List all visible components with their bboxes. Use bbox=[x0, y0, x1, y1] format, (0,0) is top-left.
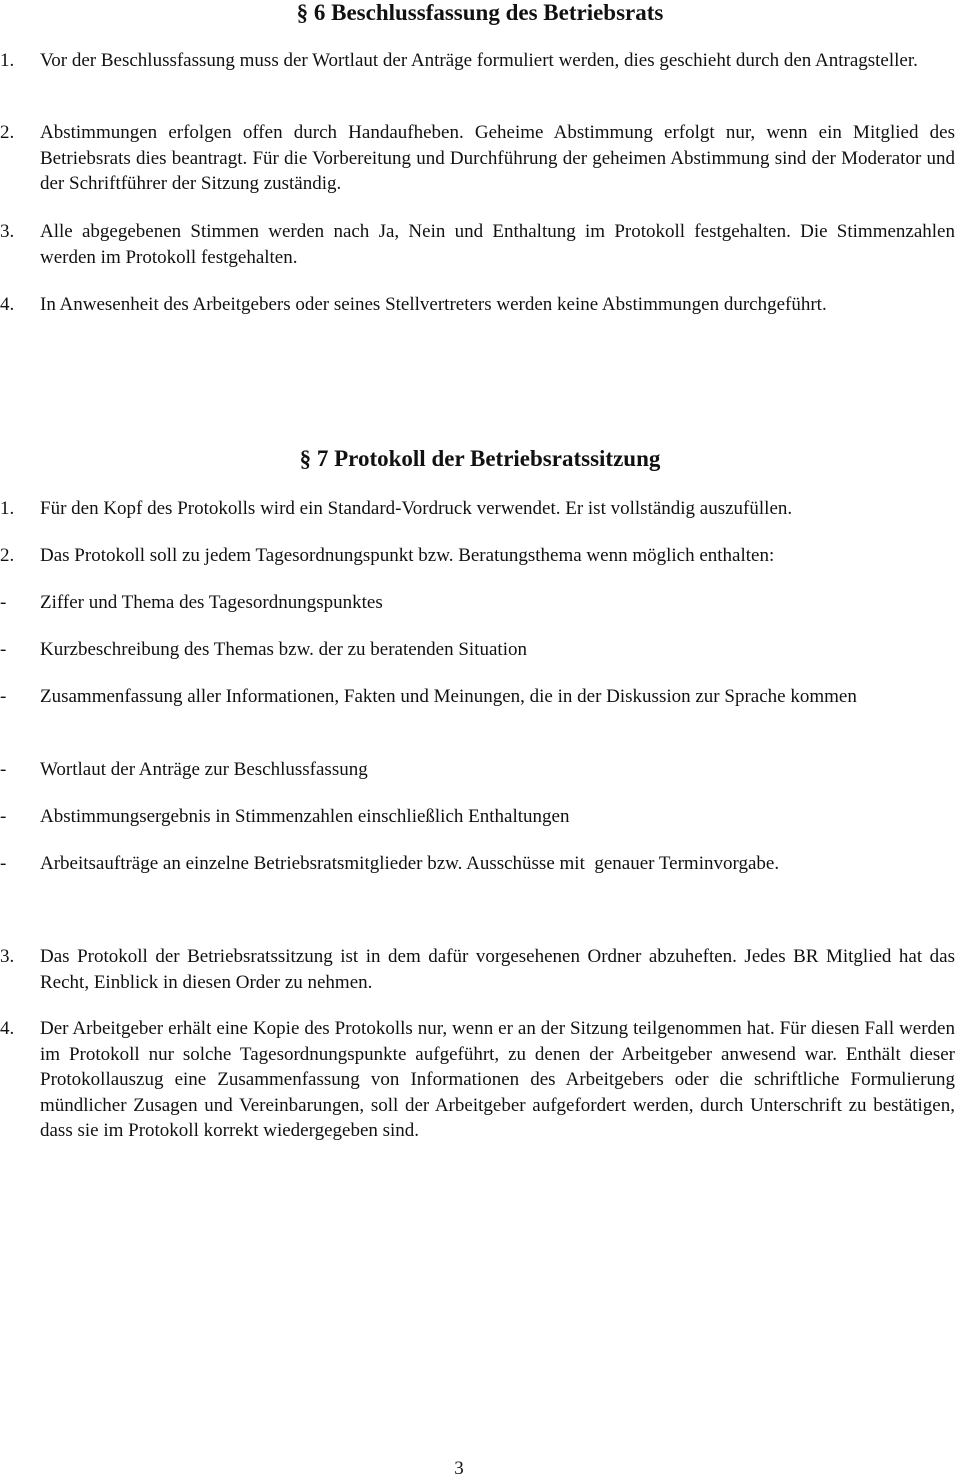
bullet-dash: - bbox=[0, 806, 7, 827]
bullet-text: Ziffer und Thema des Tagesordnungspunktes bbox=[40, 592, 383, 613]
item-number: 2. bbox=[0, 545, 15, 566]
item-number: 1. bbox=[0, 50, 15, 71]
list-item bbox=[0, 496, 955, 522]
item-text: Abstimmungen erfolgen offen durch Handaufheben. Geheime Abstimmung erfolgt nur, wenn ein Mitglied des Betriebsrats dies beantragt. Für die Vorbereitung und Durchführung der geheimen Abstimmung sind der Moderator und der Schriftführer der Sitzung zuständig. bbox=[40, 122, 955, 194]
bullet-text: Abstimmungsergebnis in Stimmenzahlen einschließlich Enthaltungen bbox=[40, 806, 570, 827]
item-text: Das Protokoll soll zu jedem Tagesordnungspunkt bzw. Beratungsthema wenn möglich enthalten: bbox=[40, 545, 775, 566]
item-number: 4. bbox=[0, 1018, 15, 1039]
item-text: Für den Kopf des Protokolls wird ein Standard-Vordruck verwendet. Er ist vollständig auszufüllen. bbox=[40, 498, 793, 519]
list-item bbox=[0, 219, 955, 270]
list-item bbox=[0, 48, 955, 74]
bullet-text: Zusammenfassung aller Informationen, Fakten und Meinungen, die in der Diskussion zur Sprache kommen bbox=[40, 686, 857, 707]
bullet-item bbox=[0, 637, 955, 663]
list-item bbox=[0, 944, 955, 995]
list-item bbox=[0, 543, 955, 569]
bullet-item bbox=[0, 684, 955, 710]
bullet-text: Arbeitsaufträge an einzelne Betriebsratsmitglieder bzw. Ausschüsse mit genauer Terminvorgabe. bbox=[40, 853, 780, 874]
section-7-heading: § 7 Protokoll der Betriebsratssitzung bbox=[299, 446, 661, 471]
item-text: Alle abgegebenen Stimmen werden nach Ja, Nein und Enthaltung im Protokoll festgehalten. Die Stimmenzahlen werden im Protokoll festgehalten. bbox=[40, 221, 955, 268]
item-number: 1. bbox=[0, 498, 15, 519]
bullet-text: Wortlaut der Anträge zur Beschlussfassung bbox=[40, 759, 368, 780]
item-number: 3. bbox=[0, 946, 15, 967]
bullet-dash: - bbox=[0, 639, 7, 660]
bullet-dash: - bbox=[0, 592, 7, 613]
item-text: In Anwesenheit des Arbeitgebers oder seines Stellvertreters werden keine Abstimmungen durchgeführt. bbox=[40, 294, 827, 315]
item-text: Vor der Beschlussfassung muss der Wortlaut der Anträge formuliert werden, dies geschieht durch den Antragsteller. bbox=[40, 50, 918, 71]
bullet-item bbox=[0, 590, 955, 616]
bullet-item bbox=[0, 851, 955, 877]
item-number: 3. bbox=[0, 221, 15, 242]
page-number: 3 bbox=[454, 1458, 464, 1479]
list-item bbox=[0, 120, 955, 197]
item-number: 4. bbox=[0, 294, 15, 315]
bullet-item bbox=[0, 804, 955, 830]
bullet-item bbox=[0, 757, 955, 783]
bullet-dash: - bbox=[0, 686, 7, 707]
section-6-heading: § 6 Beschlussfassung des Betriebsrats bbox=[296, 0, 664, 25]
bullet-dash: - bbox=[0, 853, 7, 874]
bullet-dash: - bbox=[0, 759, 7, 780]
bullet-text: Kurzbeschreibung des Themas bzw. der zu beratenden Situation bbox=[40, 639, 527, 660]
item-number: 2. bbox=[0, 122, 15, 143]
list-item bbox=[0, 1016, 955, 1144]
item-text: Das Protokoll der Betriebsratssitzung ist in dem dafür vorgesehenen Ordner abzuheften. Jedes BR Mitglied hat das Recht, Einblick in diesen Order zu nehmen. bbox=[40, 946, 955, 993]
list-item bbox=[0, 292, 955, 318]
item-text: Der Arbeitgeber erhält eine Kopie des Protokolls nur, wenn er an der Sitzung teilgenommen hat. Für diesen Fall werden im Protokoll nur solche Tagesordnungspunkte aufgeführt, zu denen der Arbeitgeber anwesend war. Enthält dieser Protokollauszug eine Zusammenfassung von Informationen des Arbeitgebers oder die schriftliche Formulierung mündlicher Zusagen und Vereinbarungen, soll der Arbeitgeber aufgefordert werden, durch Unterschrift zu bestätigen, dass sie im Protokoll korrekt wiedergegeben sind. bbox=[40, 1018, 955, 1141]
